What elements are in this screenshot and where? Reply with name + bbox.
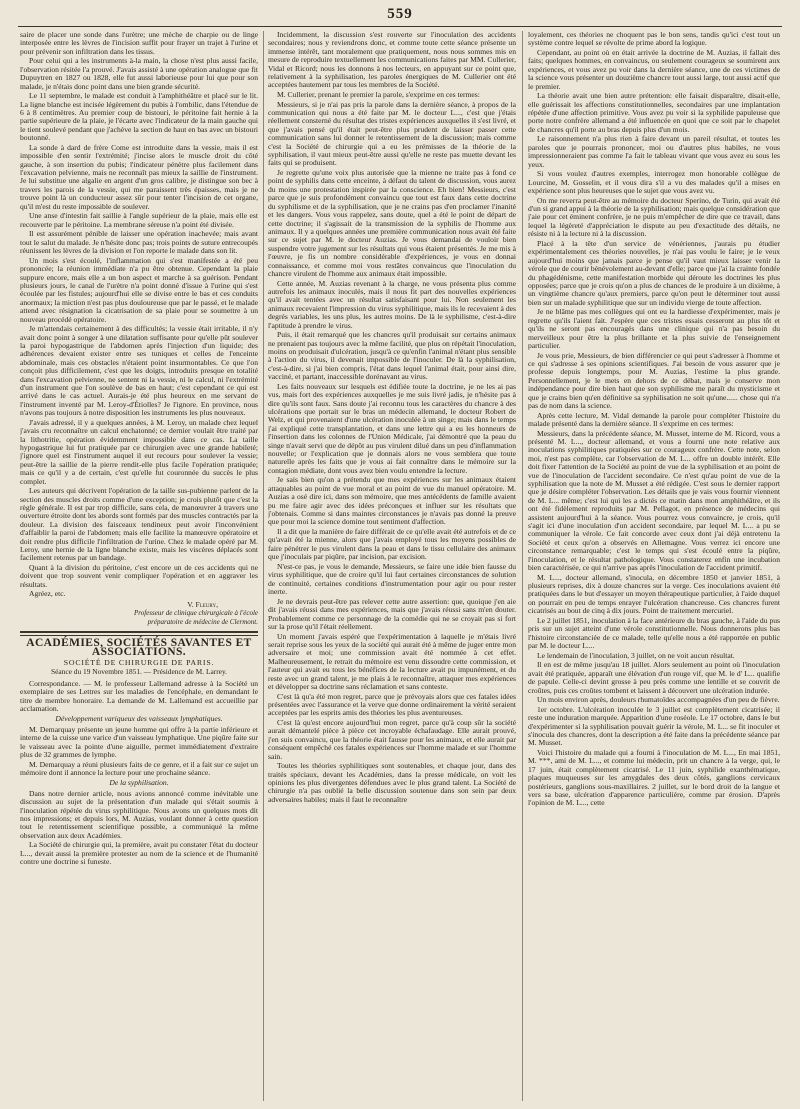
paragraph: Une anse d'intestin fait saillie à l'angle supérieur de la plaie, mais elle est recouverte par le péritoine. La membrane séreuse n'a point été divisée. bbox=[20, 211, 258, 229]
paragraph: Messieurs, si je n'ai pas pris la parole dans la dernière séance, à propos de la communication qui nous a été faite par M. le docteur L..., c'est que j'étais réellement consterné du résultat des tristes expériences auxquelles il s'est livré, et que j'avais pensé qu'il était peut-être plus prudent de laisser passer cette communication sans lui donner le retentissement de la discussion; mais comme c'est la Société de chirurgie qui a eu les prémisses de la théorie de la syphilisation, il vaut mieux peut-être aussi qu'elle ne reste pas muette devant les faits qui se produisent. bbox=[268, 99, 516, 168]
paragraph: C'est là qu'a été mon regret, parce que je prévoyais alors que ces fatales idées présentées avec l'assurance et la verve que donne ordinairement la vérité seraient acceptées par les esprits amis des théories les plus aventureuses. bbox=[268, 691, 516, 718]
paragraph: Messieurs, dans la précédente séance, M. Musset, interne de M. Ricord, vous a présenté M. L..., docteur allemand, et vous a fourni une note relative aux inoculations syphilitiques pratiquées sur ce courageux confrère. Cette note, selon moi, n'est pas complète, car l'observation de M. L... offre un double intérêt. Elle doit fixer l'attention de la Société au point de vue de la syphilisation et au point de vue de l'inoculation de l'accident secondaire. Ce n'est qu'au point de vue de la syphilisation que la note de M. Musset a été rédigée. C'est sous le dernier rapport que je désire compléter l'observation. Les détails que je vais vous fournir viennent de M. L... même; c'est lui qui les a dictés ce matin dans mon amphithéâtre, et ils ont été fidèlement reproduits par M. Pellagot, en présence de médecins qui assistent aujourd'hui à la séance. Vous pourrez vous convaincre, je crois, qu'il s'agit ici d'une inoculation d'un accident secondaire, par lequel M. L... a pu se communiquer la vérole. Ce fait concorde avec ceux dont j'ai déjà entretenu la Société et ceux qu'on a observés en Allemagne. Vous verrez ici encore une circonstance remarquable; c'est le temps qui s'est écoulé entre la piqûre, l'inoculation, et le résultat pathologique. Vous constaterez enfin une incubation bien caractérisée, ce qui n'arrive pas après l'inoculation de l'accident primitif. bbox=[528, 428, 780, 573]
paragraph: Toutes les théories syphilitiques sont soutenables, et chaque jour, dans des traités spéciaux, devant les Académies, dans la presse médicale, on voit les opinions les plus divergentes défendues avec le plus grand talent. La Société de chirurgie n'a pas oublié la belle discussion soutenue dans son sein par deux adversaires habiles; mais il faut le reconnaître bbox=[268, 761, 516, 804]
paragraph: Le 11 septembre, le malade est conduit à l'amphithéâtre et placé sur le lit. La ligne blanche est incisée légèrement du pubis à l'ombilic, dans l'étendue de 6 à 8 centimètres. Au premier coup de bistouri, le péritoine fait hernie à la partie supérieure de la plaie, je l'écarte avec l'indicateur de la main gauche qui le tient soulevé pendant que j'achève la section de haut en bas avec un bistouri boutonné. bbox=[20, 91, 258, 143]
letter-text bbox=[20, 31, 258, 589]
closing-line: Agréez, etc. bbox=[29, 589, 66, 599]
paragraph: On me reverra peut-être au mémoire du docteur Sperino, de Turin, qui avait été d'un si grand appui à la théorie de la syphilisation; mais quelque considération que j'aie pour cet éminent confrère, je ne puis m'empêcher de dire que ce travail, dans lequel la légèreté d'appréciation le dispute au peu d'exactitude des détails, ne résiste ni à la lecture ni à la discussion. bbox=[528, 195, 780, 239]
paragraph: La Société de chirurgie qui, la première, avait pu constater l'état du docteur L..., devait aussi la première protester au nom de la science et de l'humanité contre une doctrine si funeste. bbox=[20, 840, 258, 867]
paragraph: Cette année, M. Auzias revenant à la charge, ne vous présenta plus comme autrefois les animaux inoculés, mais il nous fit part des nouvelles expériences qu'il avait tentées avec un résultat satisfaisant pour lui. Non seulement les animaux recevaient l'impression du virus syphilitique, mais ils le recevaient à des degrés variables, les uns plus, les autres moins. De là le syphilisme, c'est-à-dire l'aptitude à prendre le virus. bbox=[268, 278, 516, 330]
paragraph: Un mois environ après, douleurs rhumatoïdes accompagnées d'un peu de fièvre. bbox=[537, 695, 780, 705]
subheading-lymphatic: Développement variqueux des vaisseaux lymphatiques. bbox=[55, 714, 223, 724]
paragraph: Je regrette qu'une voix plus autorisée que la mienne ne traite pas à fond ce point de syphilis dans cette enceinte, à défaut du talent de discussion, vous aurez du moins une protestation inspirée par la conscience. Eh bien! Messieurs, c'est parce que je suis profondément convaincu que tout est faux dans cette doctrine du syphilisme et de la syphilisation, que je ne crains pas d'en proclamer l'inanité et les dangers. Vous vous rappelez, sans doute, quel a été le point de départ de cette doctrine; il s'agissait de la transmission de la syphilis de l'homme aux animaux. Il y a quelques années une première communication nous avait été faite sur ce sujet par M. le docteur Auzias. Je vous demandai de vouloir bien suspendre votre jugement sur les résultats qui vous étaient présentés. Je me mis à l'œuvre, je fis un nombre considérable d'expériences, je vous en donnai connaissance, et comme moi vous restâtes convaincus que l'inoculation du chancre virulent de l'homme aux animaux était impossible. bbox=[268, 168, 516, 278]
header-rule bbox=[18, 26, 782, 27]
page-number: 559 bbox=[387, 6, 413, 22]
paragraph: Il en est de même jusqu'au 18 juillet. Alors seulement au point où l'inoculation avait été pratiquée, apparaît une élévation d'un rouge vif, que M. le d' L... qualifie de papule. Celle-ci devint grosse à peu près comme une lentille et se couvrit de croûtes, puis ces croûtes tombent et laissent à découvert une ulcération indurée. bbox=[528, 660, 780, 695]
paragraph: Puis, il était remarqué que les chancres qu'il produisait sur certains animaux ne prenaient pas toujours avec la même facilité, que plus on répétait l'inoculation, moins on produisait d'ulcération, jusqu'à ce qu'enfin l'animal n'étant plus sensible à l'action du virus, il devenait impossible de l'inoculer. De là la syphilisation, c'est-à-dire, si j'ai bien compris, l'état dans lequel l'animal était, pour ainsi dire, vacciné, et partant, inaccessible dorénavant au virus. bbox=[268, 330, 516, 382]
paragraph: Il a dit que la manière de faire différait de ce qu'elle avait été autrefois et de ce qu'avait été la mienne, alors que j'avais employé tous les moyens possibles de faire pénétrer le pus virulent dans la peau et dans le tissu cellulaire des animaux que j'inoculais par piqûre, par incision, par excision. bbox=[268, 527, 516, 562]
paragraph: loyalement, ces théories ne choquent pas le bon sens, tandis qu'ici c'est tout un système contre lequel se révolte de prime abord la logique. bbox=[528, 31, 780, 48]
paragraph: Si vous voulez d'autres exemples, interrogez mon honorable collègue de Lourcine, M. Gosselin, et il vous dira s'il a vu des malades qu'il a mises en expérience sont plus heureuses que le sujet que vous avez vu. bbox=[528, 169, 780, 196]
paragraph: 1er octobre. L'ulcération inoculée le 3 juillet est complètement cicatrisée; il reste une induration marquée. Apparition d'une roséole. Le 17 octobre, dans le but d'expérimenter si la syphilisation pouvait guérir la vérole, M. L... se fit inoculer et s'inocula des chancres, dont la description a été faite dans la précédente séance par M. Musset. bbox=[528, 704, 780, 748]
paragraph: Les auteurs qui décrivent l'opération de la taille sus-pubienne parlent de la section des muscles droits comme d'une exception; je crois plutôt que c'est la règle générale. Il est par trop difficile, sans cela, de manœuvrer à travers une ouverture étroite dont les abords sont formés par des muscles contractés par la douleur. La division des faisceaux tendineux peut avoir l'inconvénient d'affaiblir la paroi de l'abdomen; mais elle facilite la manœuvre opératoire et doit rendre plus difficile l'infiltration de l'urine. Chez le malade opéré par M. Leroy, une hernie de la ligne blanche existe, mais les viscères déplacés sont facilement retenus par un bandage. bbox=[20, 486, 258, 563]
paragraph: Je ne blâme pas mes collègues qui ont eu la hardiesse d'expérimenter, mais je regrette qu'ils l'aient fait. J'espère que ces tristes essais cesseront au plus tôt et qu'ils ne seront pas encouragés dans une clinique qui n'a pas besoin du merveilleux pour être la plus brillante et la plus suivie de l'enseignement particulier. bbox=[528, 307, 780, 350]
signature-block bbox=[20, 601, 258, 626]
signature-name: V. Fleury, bbox=[187, 599, 218, 609]
paragraph: Les faits nouveaux sur lesquels est édifiée toute la doctrine, je ne les ai pas vus, mais fort des expériences auxquelles je me suis livré jadis, je n'hésite pas à dire qu'ils sont faux. Sans doute j'ai reconnu tous les caractères du chancre à des ulcérations que portait sur le bras un médecin allemand, le docteur Robert de Welz, et qui provenaient d'une ulcération inoculée à un singe; mais dans le temps j'ai expliqué cette transplantation, et dans une lettre qui a eu les honneurs de l'insertion dans les colonnes de l'Union Médicale, j'ai démontré que la peau du singe n'avait servi que de dépôt au pus virulent dilué dans un peu d'inflammation nouvelle; or l'explication que je donnais alors ne vous semblera que toute naturelle après les faits que je vous ai fait connaître dans le mémoire sur la contagion médiate, dont vous avez bien voulu entendre la lecture. bbox=[268, 381, 516, 475]
paragraph: Je m'attendais certainement à des difficultés; la vessie était irritable, il n'y avait donc point à songer à une dilatation suffisante pour qu'elle pût soulever la paroi hypogastrique de l'abdomen après l'injection d'un liquide; des adhérences devaient exister entre ses tuniques et celles de l'enceinte abdominale, mais ces obstacles n'étaient point insurmontables. Ce que l'on conçoit plus difficilement, c'est que les doigts, introduits presque en totalité dans l'excavation pelvienne, ne sentent ni la vessie, ni le calcul, ni l'extrémité d'un instrument que l'on soulève de bas en haut; c'est cependant ce qui est arrivé dans le cas actuel. Aurais-je été plus heureux en me servant de l'instrument inventé par M. Leroy-d'Étiolles? Je l'ignore. En province, nous n'avons pas toujours à notre disposition les instruments les plus nouveaux. bbox=[20, 324, 258, 418]
paragraph: Je ne devrais peut-être pas relever cette autre assertion: que, quoique j'en aie dit j'avais réussi dans mes expériences, mais que j'avais réussi sans m'en douter. Probablement comme ce personnage de la comédie qui ne se croyait pas si fort sur la prose qu'il l'était réellement. bbox=[268, 596, 516, 631]
paragraph: Cependant, au point où en était arrivée la doctrine de M. Auzias, il fallait des faits; quelques hommes, en convaincus, ou seulement courageux se soumirent aux expériences, et vous avez pu voir dans la dernière séance, une de ces victimes de la science vous présenter un douzième chancre tout aussi large, tout aussi actif que le premier. bbox=[528, 48, 780, 91]
paragraph: Le 2 juillet 1851, inoculation à la face antérieure du bras gauche, à l'aide du pus pris sur un sujet atteint d'une vérole constitutionnelle. Nous donnerons plus bas l'histoire circonstanciée de ce malade, telle qu'elle nous a été rapportée en public par M. le docteur L.... bbox=[528, 615, 780, 651]
paragraph: Voici l'histoire du malade qui a fourni à l'inoculation de M. L..., En mai 1851, M. ***, ami de M. L..., et comme lui médecin, prit un chancre à la verge, qui, le 17 juin, était complètement cicatrisé. Le 11 juin, syphilide exanthématique, plaques muqueuses sur les amygdales des deux côtés, ganglions cervicaux postérieurs, ganglions sous-maxillaires. 2 juillet, sur le bord droit de la langue et vers sa base, ulcération d'apparence particulière, comme par érosion. D'après l'opinion de M. L..., cette bbox=[528, 747, 780, 808]
section-divider bbox=[20, 631, 258, 636]
paragraph: J'avais adressé, il y a quelques années, à M. Leroy, un malade chez lequel j'avais cru reconnaître un calcul enchatonné; ce dernier voulait être traité par la lithotritie, opération évidemment impossible dans ce cas. La taille hypogastrique lui fut pratiquée par ce chirurgien avec une grande habileté; j'ignore quel est l'instrument auquel il eut recours pour soulever la vessie; peut-être la saillie de la pierre rendit-elle plus facile l'opération pratiquée; mais ce qu'il y a de certain, c'est qu'elle fut couronnée du succès le plus complet. bbox=[20, 417, 258, 486]
column-2 bbox=[268, 31, 516, 1101]
society-title: SOCIÉTÉ DE CHIRURGIE DE PARIS. bbox=[63, 657, 215, 667]
paragraph: La sonde à dard de frère Come est introduite dans la vessie, mais il est impossible d'en sentir l'extrémité; j'incise alors le muscle droit du côté gauche, à son insertion du pubis; l'indicateur pénètre plus facilement dans l'excavation pelvienne, mais ne reconnaît pas mieux la saillie de l'instrument. Je lui substitue une algalie en argent d'un gros calibre, je distingue son bec à travers les parois de la vessie, qui me paraissent très épaisses, mais je ne trouve point là un conducteur assez sûr pour tenter l'incision de cet organe, qu'il m'est du reste impossible de soulever. bbox=[20, 142, 258, 211]
paragraph: M. L..., docteur allemand, s'inocula, en décembre 1850 et janvier 1851, à plusieurs reprises, dix à douze chancres sur la verge. Ces inoculations avaient été pratiquées dans le but d'essayer un moyen thérapeutique particulier, à l'aide duquel on pourrait en peu de temps enrayer l'ulcération chancreuse. Ces chancres furent cicatrisés au bout de cinq à dix jours. Point de traitement mercuriel. bbox=[528, 572, 780, 616]
paragraph: Je sais bien qu'on a prétendu que mes expériences sur les animaux étaient attaquables au point de vue moral et au point de vue du manuel opératoire. M. Auzias a osé dire ici, dans son mémoire, que mes antécédents de famille avaient pu me faire agir avec des idées préconçues et influer sur les résultats que j'obtenais. Comme si dans maintes circonstances je n'avais pas donné la preuve que pour moi la science domine tout sentiment d'affection. bbox=[268, 475, 516, 527]
section-title: ACADÉMIES, SOCIÉTÉS SAVANTES ET ASSOCIATIONS. bbox=[26, 637, 252, 658]
paragraph: Incidemment, la discussion s'est rouverte sur l'inoculation des accidents secondaires; nous y reviendrons donc, et comme toute cette séance présente un immense intérêt, tant moralement que pratiquement, nous nous sommes mis en mesure de reproduire textuellement les communications faites par MM. Cullerier, Vidal et Ricord; nous les donnons à nos lecteurs, en appuyant sur ce point que, relativement à la syphilisation, les paroles énergiques de M. Cullerier ont été acceptées hautement par tous les membres de la Société. bbox=[268, 31, 516, 90]
paragraph: Il est assurément pénible de laisser une opération inachevée; mais avant tout le salut du malade. Je n'hésite donc pas; trois points de suture entrecoupés réunissent les lèvres de la division et l'on reporte le malade dans son lit. bbox=[20, 229, 258, 256]
paragraph: Dans notre dernier article, nous avions annoncé comme inévitable une discussion au sujet de la présentation d'un malade qui s'était soumis à l'inoculation répétée du virus syphilitique. Nous avons un quelques mots dit nos impressions; et depuis lors, M. Auzias, voulant donner à cette question tout le retentissement scientifique possible, a communiqué la même observation aux deux Académies. bbox=[20, 788, 258, 840]
paragraph: Pour celui qui a les instruments à-la main, la chose n'est plus aussi facile, l'observation résitée l'a prouvé. J'avais assisté à une opération analogue que fit Dupuytren en 1827 ou 1828, elle fut aussi laborieuse pour lui que pour son malade, je n'étais donc point dans une bien grande sécurité. bbox=[20, 56, 258, 91]
column-1 bbox=[20, 31, 258, 1101]
paragraph: Un moment j'avais espéré que l'expérimentation à laquelle je m'étais livré serait reprise sous les yeux de la société qui aurait été à même de juger entre mon adversaire et moi; une commission avait été nommée à cet effet. Malheureusement, le retrait du mémoire est venu dissoudre cette commission, et l'auteur qui avait eu tous les bénéfices de la lecture avait pu impunément, et du reste avec un grand talent, je me plais à le reconnaître, attaquer mes expériences et développer sa doctrine sans réclamation et sans conteste. bbox=[268, 631, 516, 691]
paragraph: saire de placer une sonde dans l'urètre; une mèche de charpie ou de linge interposée entre les lèvres de l'incision suffit pour frayer un trajet à l'urine et pour prévenir son infiltration dans les tissus. bbox=[20, 31, 258, 56]
paragraph: Un mois s'est écoulé, l'inflammation qui s'est manifestée a été peu prononcée; la réunion immédiate n'a pu être obtenue. Cependant la plaie suppure encore, mais elle a un bon aspect et marche à sa guérison. Pendant plusieurs jours, le canal de l'urètre n'a point donné d'issue à l'urine qui s'est écoulée par les fistules; aujourd'hui elle se divise entre le bas et ces conduits anormaux; la miction n'est pas plus douloureuse que par le passé, et le malade attend avec résignation la cicatrisation de sa plaie pour se soumettre à un nouveau procédé opératoire. bbox=[20, 255, 258, 324]
paragraph: C'est là qu'est encore aujourd'hui mon regret, parce qu'à coup sûr la société aurait démantelé pièce à pièce cet incroyable échafaudage. Elle aurait prouvé, j'en suis convaincu, que la théorie était fausse pour les animaux, et elle aurait par conséquent empêché ces fatales expériences sur l'homme malade et sur l'homme sain. bbox=[268, 717, 516, 761]
paragraph: M. Demarquay a réuni plusieurs faits de ce genre, et il a fait sur ce sujet un mémoire dont il annonce la lecture pour une prochaine séance. bbox=[20, 759, 258, 777]
column-divider bbox=[522, 31, 523, 1101]
paragraph: M. Demarquay présente un jeune homme qui offre à la partie inférieure et interne de la cuisse une varice d'un vaisseau lymphatique. Une piqûre faite sur le vaisseau avec la pointe d'une aiguille, permet immédiatement d'extraire plus de 32 grammes de lymphe. bbox=[20, 724, 258, 759]
paragraph: Le lendemain de l'inoculation, 3 juillet, on ne voit aucun résultat. bbox=[537, 650, 735, 660]
subheading-syphilisation: De la syphilisation. bbox=[109, 778, 169, 788]
paragraph: Je vous prie, Messieurs, de bien différencier ce qui peut s'adresser à l'homme et ce qui s'adresse à ses opinions scientifiques. J'ai besoin de vous assurer que je professe depuis longtemps, pour M. Auzias, l'estime la plus grande. Personnellement, je le mets en dehors de ce débat, mais je conserve mon indépendance pour dire bien haut que son syphilisme me paraît du mysticisme et que je crains bien qu'en définitive sa syphilisation ne soit qu'une...... chose qui n'a pas de nom dans la science. bbox=[528, 350, 780, 410]
paragraph: Placé à la tête d'un service de vénériennes, j'aurais pu étudier expérimentalement ces théories nouvelles, je n'ai pas voulu le faire; je le veux aujourd'hui moins que jamais parce je pense qu'il vaut mieux laisser venir la vérole que de courir bénévolement au-devant d'elle; parce que j'ai la crainte fondée du phagédénisme, cette manifestation morbide qui déroute les doctrines les plus opposées; parce que je crois qu'on a plus de chances de le produire à un dixième, à un vingtième chancre qu'aux premiers, parce qu'on peut le déterminer tout aussi bien sur un malade syphilitique que sur un individu vierge de toute affection. bbox=[528, 238, 780, 307]
paragraph: La théorie avait une bien autre prétention: elle faisait disparaître, disait-elle, elle guérissait les affections constitutionnelles, secondaires par une implantation répétée d'une affection primitive. Vous avez pu voir si la syphilide papuleuse que porte notre confrère allemand a été influencée en quoi que ce soit par le chapelet de chancres qu'il porte au bras depuis plus d'un mois. bbox=[528, 91, 780, 134]
column-divider bbox=[263, 31, 264, 1101]
paragraph: Quant à la division du péritoine, c'est encore un de ces accidents qui ne doivent que trop souvent venir compliquer l'opération et en aggraver les résultats. bbox=[20, 563, 258, 589]
paragraph: Correspondance. — M. le professeur Lallemand adresse à la Société un exemplaire de ses Lettres sur les maladies de l'encéphale, en demandant le titre de membre honoraire. La demande de M. Lallemand est accueillie par acclamation. bbox=[20, 678, 258, 713]
signature-role-line-2: préparatoire de médecine de Clermont. bbox=[147, 617, 258, 626]
paragraph: M. Cullerier, prenant le premier la parole, s'exprime en ces termes: bbox=[277, 90, 480, 100]
seance-line: Séance du 19 Novembre 1851. — Présidence de M. Larrey. bbox=[50, 667, 228, 677]
column-3 bbox=[528, 31, 780, 1101]
paragraph: Après cette lecture, M. Vidal demande la parole pour compléter l'histoire du malade présenté dans la dernière séance. Il s'exprime en ces termes: bbox=[528, 410, 780, 428]
signature-role-line-1: Professeur de clinique chirurgicale à l'école bbox=[133, 609, 258, 618]
paragraph: Le raisonnement n'a plus rien à faire devant un pareil résultat, et toutes les paroles que je pourrais prononcer, moi ou d'autres plus habiles, ne vous impressionneraient pas comme l'a fait le tableau vivant que vous avez eu sous les yeux. bbox=[528, 134, 780, 169]
paragraph: N'est-ce pas, je vous le demande, Messieurs, se faire une idée bien fausse du virus syphilitique, que de croire qu'il lui faut certaines circonstances de solution de continuité, certaines conditions d'instrumentation pour agir ou pour rester inerte. bbox=[268, 561, 516, 597]
